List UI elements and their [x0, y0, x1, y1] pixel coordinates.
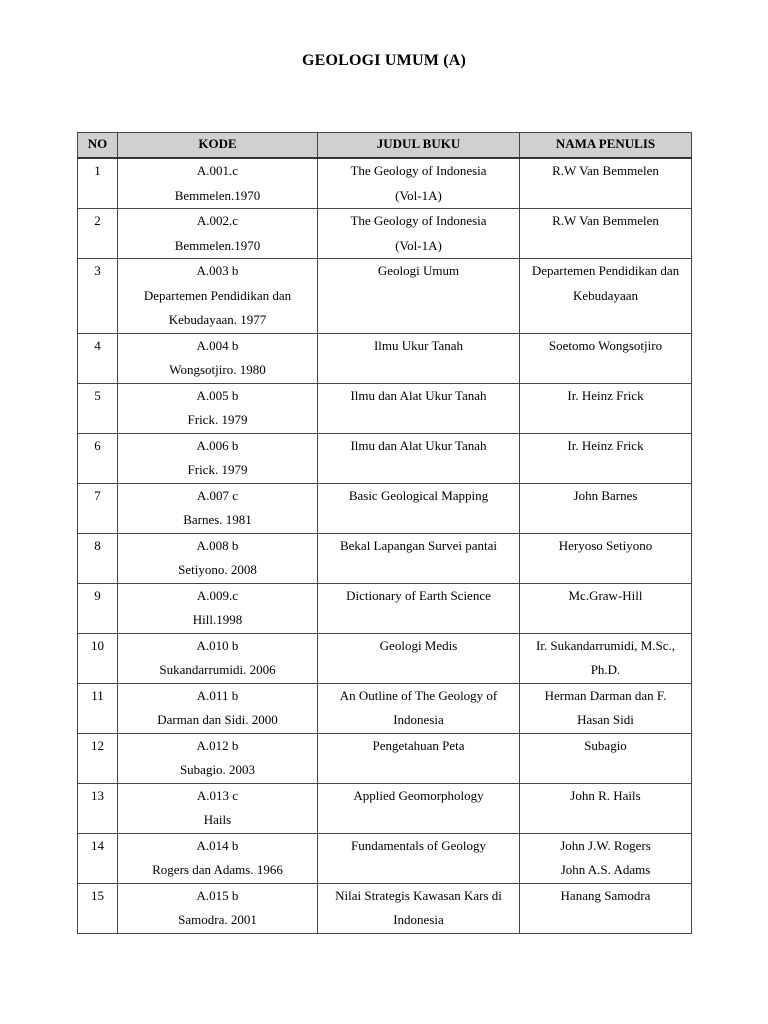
table-header-row [78, 133, 692, 159]
cell-penulis [520, 433, 692, 483]
cell-kode-line: Darman dan Sidi. 2000 [157, 712, 278, 727]
cell-penulis [520, 383, 692, 433]
cell-kode [118, 158, 318, 209]
cell-judul [318, 533, 520, 583]
cell-penulis-line: John R. Hails [570, 787, 641, 803]
cell-kode-line: A.006 b [196, 437, 239, 453]
cell-no: 14 [78, 833, 118, 883]
cell-judul-line: Ilmu dan Alat Ukur Tanah [350, 387, 487, 403]
cell-judul-line: Geologi Umum [377, 263, 460, 278]
table-row [78, 633, 692, 683]
cell-kode-line: Subagio. 2003 [179, 762, 256, 777]
header-no: NO [78, 133, 118, 159]
table-row [78, 158, 692, 209]
cell-judul [318, 259, 520, 334]
cell-penulis [520, 833, 692, 883]
cell-no: 9 [78, 583, 118, 633]
cell-kode-line: A.013 c [196, 787, 239, 803]
cell-penulis-line: Ph.D. [590, 662, 621, 677]
cell-kode-line: Frick. 1979 [187, 462, 248, 477]
cell-penulis-line: Ir. Heinz Frick [567, 437, 644, 453]
page-title: GEOLOGI UMUM (A) [301, 52, 467, 69]
cell-judul-line: The Geology of Indonesia [350, 213, 487, 228]
cell-penulis-line: Herman Darman dan F. [544, 687, 667, 703]
cell-penulis-line: Hasan Sidi [577, 712, 634, 727]
cell-kode [118, 383, 318, 433]
cell-judul-line: Bekal Lapangan Survei pantai [339, 537, 498, 553]
cell-kode [118, 583, 318, 633]
cell-judul [318, 158, 520, 209]
cell-kode [118, 683, 318, 733]
cell-kode-line: A.008 b [196, 537, 239, 553]
table-row [78, 833, 692, 883]
cell-judul [318, 433, 520, 483]
cell-no: 12 [78, 733, 118, 783]
cell-judul-line: Basic Geological Mapping [348, 487, 489, 503]
cell-judul-line: Applied Geomorphology [353, 787, 484, 803]
cell-judul [318, 633, 520, 683]
cell-kode-line: A.003 b [196, 263, 239, 278]
cell-kode [118, 883, 318, 933]
table-row [78, 783, 692, 833]
cell-judul [318, 583, 520, 633]
cell-penulis-line: John Barnes [573, 487, 638, 503]
cell-judul-line: Dictionary of Earth Science [346, 587, 491, 603]
cell-kode-line: Setiyono. 2008 [178, 562, 257, 577]
books-table [77, 132, 692, 934]
cell-no: 3 [78, 259, 118, 334]
cell-no: 13 [78, 783, 118, 833]
cell-no: 2 [78, 209, 118, 259]
cell-kode [118, 259, 318, 334]
cell-judul [318, 883, 520, 933]
cell-judul [318, 483, 520, 533]
cell-kode-line: Hails [203, 812, 232, 827]
cell-judul-line: (Vol-1A) [395, 187, 442, 203]
table-row [78, 259, 692, 334]
cell-judul [318, 209, 520, 259]
cell-judul [318, 383, 520, 433]
cell-kode [118, 433, 318, 483]
cell-penulis-line: Mc.Graw-Hill [568, 587, 643, 603]
table-body [78, 158, 692, 933]
cell-judul-line: Nilai Strategis Kawasan Kars di [335, 887, 502, 903]
cell-kode-line: A.001.c [196, 163, 239, 178]
header-kode: KODE [118, 133, 318, 159]
cell-judul [318, 783, 520, 833]
cell-penulis [520, 333, 692, 383]
cell-kode-line: A.004 b [196, 337, 239, 353]
cell-penulis [520, 733, 692, 783]
cell-penulis-line: Departemen Pendidikan dan [531, 263, 680, 278]
cell-kode-line: A.009.c [196, 587, 239, 603]
cell-kode-line: Samodra. 2001 [178, 912, 257, 927]
cell-judul-line: Indonesia [393, 712, 444, 727]
cell-judul-line: Ilmu dan Alat Ukur Tanah [350, 437, 487, 453]
cell-kode-line: A.014 b [196, 837, 239, 853]
cell-penulis [520, 533, 692, 583]
cell-penulis [520, 683, 692, 733]
cell-kode-line: A.010 b [196, 637, 239, 653]
cell-kode-line: A.007 c [196, 487, 239, 503]
table-row [78, 333, 692, 383]
cell-judul-line: Pengetahuan Peta [372, 737, 465, 753]
cell-no: 10 [78, 633, 118, 683]
cell-judul-line: Indonesia [393, 912, 444, 927]
cell-judul-line: Fundamentals of Geology [350, 837, 487, 853]
cell-penulis [520, 883, 692, 933]
table-row [78, 209, 692, 259]
cell-penulis [520, 158, 692, 209]
table-row [78, 533, 692, 583]
cell-kode-line: Barnes. 1981 [183, 512, 252, 527]
table-row [78, 583, 692, 633]
cell-no: 15 [78, 883, 118, 933]
cell-kode-line: Sukandarrumidi. 2006 [159, 662, 276, 677]
cell-kode-line: A.011 b [196, 687, 239, 703]
cell-penulis [520, 583, 692, 633]
cell-judul-line: (Vol-1A) [395, 237, 442, 253]
cell-kode-line: A.005 b [196, 387, 239, 403]
cell-penulis-line: R.W Van Bemmelen [552, 213, 659, 228]
table-row [78, 483, 692, 533]
cell-judul-line: An Outline of The Geology of [339, 687, 498, 703]
cell-kode-line: Bemmelen.1970 [174, 187, 261, 203]
cell-kode [118, 633, 318, 683]
cell-penulis-line: Heryoso Setiyono [558, 537, 653, 553]
cell-judul [318, 683, 520, 733]
cell-penulis-line: Kebudayaan [573, 287, 638, 303]
cell-penulis [520, 633, 692, 683]
cell-kode-line: Frick. 1979 [187, 412, 248, 427]
table-row [78, 733, 692, 783]
cell-kode [118, 783, 318, 833]
cell-no: 4 [78, 333, 118, 383]
cell-kode [118, 833, 318, 883]
cell-judul-line: Geologi Medis [379, 637, 458, 653]
cell-kode-line: A.015 b [196, 887, 239, 903]
cell-kode [118, 733, 318, 783]
header-judul: JUDUL BUKU [318, 133, 520, 159]
cell-judul [318, 333, 520, 383]
cell-judul [318, 833, 520, 883]
cell-kode-line: Bemmelen.1970 [174, 237, 261, 253]
cell-penulis [520, 783, 692, 833]
cell-judul-line: The Geology of Indonesia [350, 163, 487, 178]
cell-penulis-line: Subagio [584, 737, 627, 753]
cell-penulis-line: Ir. Sukandarrumidi, M.Sc., [535, 637, 675, 653]
cell-kode-line: Departemen Pendidikan dan [143, 287, 292, 303]
cell-kode [118, 533, 318, 583]
cell-kode [118, 333, 318, 383]
table-row [78, 433, 692, 483]
cell-kode [118, 483, 318, 533]
cell-kode-line: A.012 b [196, 737, 239, 753]
cell-penulis-line: Ir. Heinz Frick [567, 387, 644, 403]
table-row [78, 883, 692, 933]
cell-no: 8 [78, 533, 118, 583]
cell-kode-line: Rogers dan Adams. 1966 [152, 862, 283, 877]
cell-kode [118, 209, 318, 259]
cell-judul [318, 733, 520, 783]
cell-penulis [520, 259, 692, 334]
cell-judul-line: Ilmu Ukur Tanah [373, 337, 464, 353]
cell-no: 11 [78, 683, 118, 733]
cell-no: 5 [78, 383, 118, 433]
cell-penulis-line: John J.W. Rogers [560, 837, 651, 853]
header-penulis: NAMA PENULIS [520, 133, 692, 159]
cell-penulis-line: R.W Van Bemmelen [552, 163, 659, 178]
cell-penulis-line: Soetomo Wongsotjiro [548, 337, 663, 353]
cell-no: 7 [78, 483, 118, 533]
cell-kode-line: Hill.1998 [192, 612, 243, 627]
table-row [78, 683, 692, 733]
cell-kode-line: A.002.c [196, 213, 239, 228]
cell-no: 1 [78, 158, 118, 209]
cell-kode-line: Kebudayaan. 1977 [168, 312, 267, 327]
cell-penulis-line: Hanang Samodra [560, 887, 651, 903]
cell-penulis [520, 209, 692, 259]
cell-kode-line: Wongsotjiro. 1980 [169, 362, 266, 377]
cell-penulis [520, 483, 692, 533]
cell-penulis-line: John A.S. Adams [560, 862, 651, 877]
cell-no: 6 [78, 433, 118, 483]
table-row [78, 383, 692, 433]
